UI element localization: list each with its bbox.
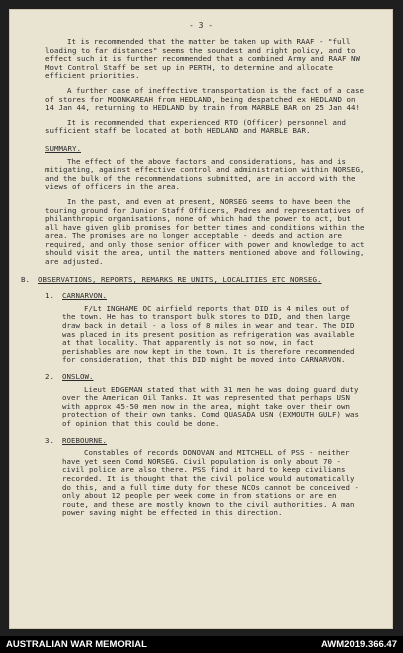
item-1-title: CARNARVON. (62, 291, 107, 301)
section-b-item-1-heading (45, 292, 365, 301)
archive-footer (0, 636, 403, 653)
item-2-number: 2. (45, 372, 54, 381)
intro-paragraph-3: It is recommended that experienced RTO (Officer) personnel and sufficient staff be located at both HEDLAND and MARBLE BAR. (45, 117, 346, 136)
item-1-number: 1. (45, 291, 54, 301)
section-b-heading (21, 276, 365, 285)
page-number: - 3 - (188, 21, 214, 30)
item-3-title: ROEBOURNE. (62, 435, 107, 445)
document-page (9, 9, 393, 629)
item-3-text: Constables of records DONOVAN and MITCHELL of PSS - neither have yet seen Comd NORSEG. Civil population is only about 70 - civil police are also there. PSS find it hard to keep civilians recorded. It is thought that the civil police would automatically do this, and a full time duty for these NCOs cannot be conceived - only about 12 people per week come in from stations or are en route, and these are mostly known to the civil authorities. A man power saving might be effected in this direction. (62, 448, 359, 518)
item-2-text: Lieut EDGEMAN stated that with 31 men he was doing guard duty over the American Oil Tanks. It was represented that perhaps USN with approx 45-50 men now in the area, might take over their own protection of their own tanks. Comd QUASADA USN (EXMOUTH GULF) was of opinion that this could be done. (62, 384, 359, 428)
summary-heading: SUMMARY. (45, 143, 81, 153)
summary-paragraph-1: The effect of the above factors and considerations, has and is mitigating, against effective control and administration within NORSEG, and the bulk of the recommendations submitted, are in accord with the views of officers in the area. (45, 156, 365, 192)
item-2-title: ONSLOW. (62, 372, 94, 381)
section-b-item-3-heading (45, 437, 365, 446)
footer-accession-number: AWM2019.366.47 (320, 639, 397, 650)
item-3-number: 3. (45, 435, 54, 445)
section-b-title: OBSERVATIONS, REPORTS, REMARKS RE UNITS, LOCALITIES ETC NORSEG. (38, 274, 322, 284)
footer-institution: AUSTRALIAN WAR MEMORIAL (6, 639, 147, 650)
intro-paragraph-2: A further case of ineffective transportation is the fact of a case of stores for MOONKAREAH from HEDLAND, being despatched ex HEDLAND on 14 Jan 44, returning to HEDLAND by train from MARBLE BAR on 25 Jan 44! (45, 85, 364, 113)
summary-paragraph-2: In the past, and even at present, NORSEG seems to have been the touring ground for Junior Staff Officers, Padres and representatives of philanthropic organisations, none of which had the power to act, but all have given glib promises for better times and conditions within the area. The promises are no longer acceptable - deeds and action are required, and only those senior officer with power and knowledge to act should visit the area, until the matters mentioned above and following, are adjusted. (45, 196, 365, 267)
section-b-letter: B. (21, 274, 30, 284)
document-body (21, 37, 365, 518)
section-b-item-2-heading (45, 373, 365, 382)
item-1-text: F/Lt INGHAME OC airfield reports that DID is 4 miles out of the town. He has to transport bulk stores to DID, and then large draw back in detail - a loss of 8 miles in wear and tear. The DID was placed in its present position as refrigeration was available at that locality. That apparently is not so now, in fact perishables are now kept in the town. It is therefore recommended for consideration, that this DID might be moved into CARNARVON. (62, 303, 355, 365)
intro-paragraph-1: It is recommended that the matter be taken up with RAAF - "full loading to far distances" seems the soundest and right policy, and to effect such it is further recommended that a combined Army and RAAF NW Movt Control Staff be set up in PERTH, to determine and allocate efficient priorities. (45, 37, 360, 81)
